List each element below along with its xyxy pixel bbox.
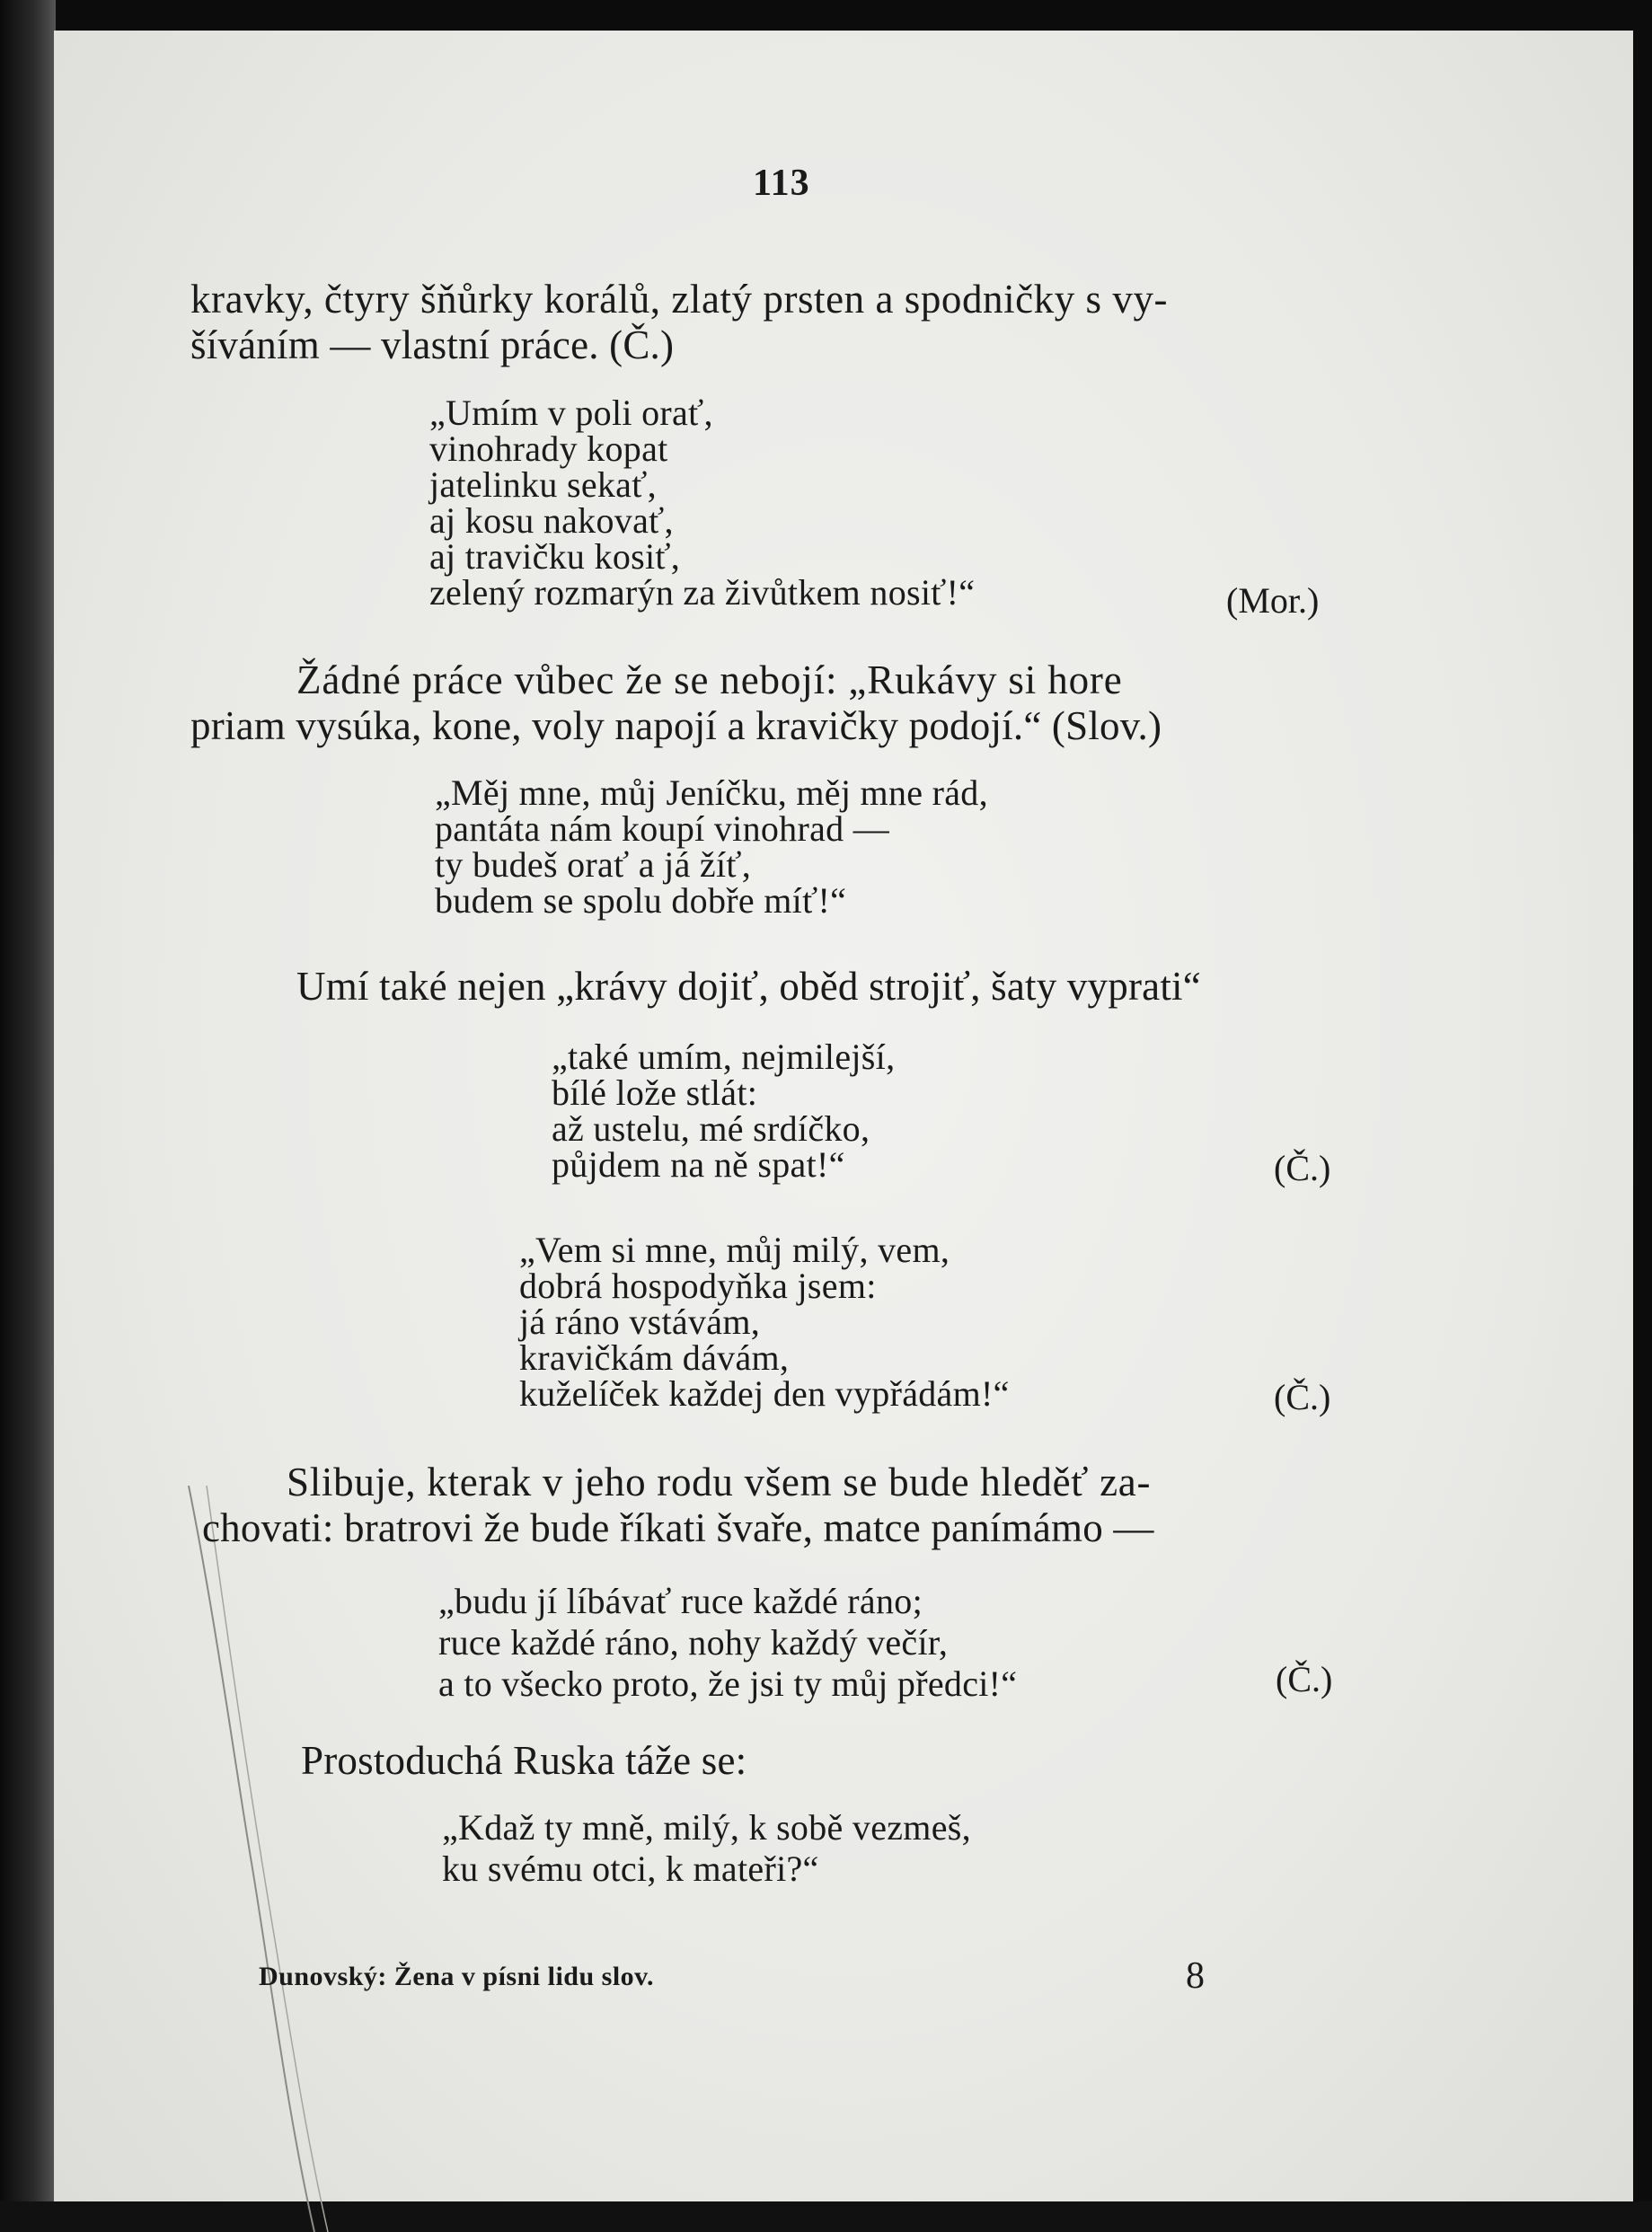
- verse-line: ruce každé ráno, nohy každý večír,: [438, 1622, 949, 1663]
- verse-line: bílé lože stlát:: [552, 1072, 758, 1113]
- prose-paragraph-2: [190, 657, 1162, 749]
- verse-line: jatelinku sekať,: [429, 464, 657, 505]
- scan-border-left: [0, 0, 56, 2201]
- origin-tag-3: (Č.): [1274, 1148, 1331, 1188]
- text-line: chovati: bratrovi že bude říkati švaře, matce panímámo —: [202, 1505, 1154, 1550]
- verse-line: „budu jí líbávať ruce každé ráno;: [438, 1581, 923, 1621]
- verse-4: [519, 1232, 1010, 1412]
- prose-paragraph-1: [190, 277, 1168, 368]
- page-number: 113: [753, 163, 810, 204]
- verse-line: zelený rozmarýn za živůtkem nosiť!“: [429, 572, 976, 613]
- verse-5: [438, 1581, 1017, 1705]
- verse-line: kuželíček každej den vypřádám!“: [519, 1373, 1010, 1414]
- text-line: Žádné práce vůbec že se nebojí: „Rukávy si hore: [296, 657, 1123, 702]
- text-line: Slibuje, kterak v jeho rodu všem se bude hleděť za-: [287, 1460, 1152, 1504]
- footer-source-note: Dunovský: Žena v písni lidu slov.: [259, 1962, 655, 1991]
- prose-paragraph-4: [202, 1460, 1154, 1551]
- verse-line: dobrá hospodyňka jsem:: [519, 1266, 877, 1306]
- text-line: šíváním — vlastní práce. (Č.): [190, 322, 675, 367]
- footer-signature-number: 8: [1186, 1955, 1205, 1997]
- verse-6: [442, 1807, 971, 1890]
- origin-tag-5: (Č.): [1276, 1659, 1333, 1699]
- verse-line: „Umím v poli orať,: [429, 393, 713, 433]
- verse-line: aj travičku kosiť,: [429, 536, 681, 577]
- verse-line: půjdem na ně spat!“: [552, 1144, 845, 1185]
- verse-line: a to všecko proto, že jsi ty můj předci!“: [438, 1663, 1018, 1704]
- origin-tag-1: (Mor.): [1226, 580, 1320, 621]
- prose-paragraph-5: Prostoduchá Ruska táže se:: [301, 1738, 747, 1783]
- verse-line: „Vem si mne, můj milý, vem,: [519, 1230, 950, 1270]
- verse-line: kravičkám dávám,: [519, 1337, 790, 1378]
- verse-line: vinohrady kopat: [429, 428, 668, 469]
- verse-line: aj kosu nakovať,: [429, 500, 674, 541]
- verse-line: pantáta nám koupí vinohrad —: [435, 808, 890, 849]
- verse-line: „Kdaž ty mně, milý, k sobě vezmeš,: [442, 1807, 971, 1848]
- verse-line: já ráno vstávám,: [519, 1301, 761, 1342]
- verse-line: budem se spolu dobře míť!“: [435, 880, 847, 921]
- origin-tag-4: (Č.): [1274, 1377, 1331, 1417]
- verse-line: až ustelu, mé srdíčko,: [552, 1108, 870, 1149]
- verse-2: [435, 772, 988, 921]
- verse-1: [429, 395, 975, 611]
- scan-border-top: [0, 0, 1652, 32]
- text-line: priam vysúka, kone, voly napojí a kravičky podojí.“ (Slov.): [190, 703, 1162, 748]
- text-line: kravky, čtyry šňůrky korálů, zlatý prsten a spodničky s vy-: [190, 277, 1169, 322]
- verse-line: ty budeš orať a já žíť,: [435, 844, 752, 885]
- verse-line: „také umím, nejmilejší,: [552, 1037, 896, 1077]
- scan-border-right: [1632, 0, 1652, 2201]
- prose-paragraph-3: Umí také nejen „krávy dojiť, oběd strojiť, šaty vyprati“: [296, 964, 1201, 1009]
- verse-line: „Měj mne, můj Jeníčku, měj mne rád,: [435, 772, 988, 813]
- verse-3: [552, 1039, 895, 1183]
- verse-line: ku svému otci, k mateři?“: [442, 1848, 819, 1889]
- page-crease-mark: [180, 1486, 332, 2232]
